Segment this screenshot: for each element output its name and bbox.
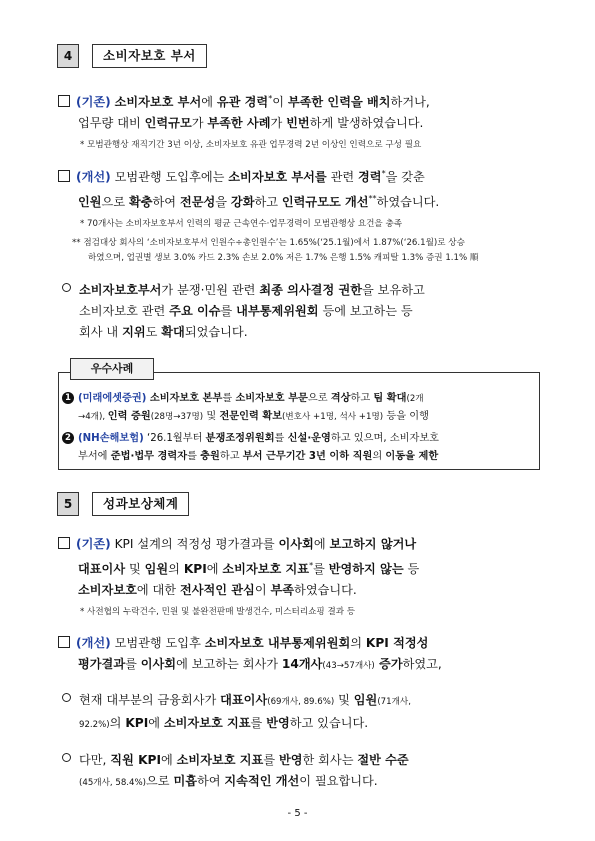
paragraph-existing: (기존) 소비자보호 부서에 유관 경력*이 부족한 인력을 배치하거나, 업무량 대비 인력규모가 부족한 사례가 빈번하게 발생하였습니다. (58, 88, 548, 134)
circle-bullet-icon (62, 753, 71, 762)
section-title: 성과보상체계 (92, 492, 189, 516)
best-practice-tag: 우수사례 (70, 358, 154, 380)
square-bullet-icon (58, 170, 70, 182)
paragraph-circle: 현재 대부분의 금융회사가 대표이사(69개사, 89.6%) 및 임원(71개사, 92.2%)의 KPI에 소비자보호 지표를 반영하고 있습니다. (62, 690, 548, 736)
square-bullet-icon (58, 636, 70, 648)
number-badge-icon: 1 (62, 392, 74, 404)
paragraph-improved: (개선) 모범관행 도입후에는 소비자보호 부서를 관련 경력*을 갖춘 인원으로 확충하여 전문성을 강화하고 인력규모도 개선**하였습니다. (58, 163, 548, 213)
square-bullet-icon (58, 537, 70, 549)
circle-bullet-icon (62, 283, 71, 292)
section-number: 4 (57, 44, 79, 68)
paragraph-circle: 소비자보호부서가 분쟁·민원 관련 최종 의사결정 권한을 보유하고 소비자보호 관련 주요 이슈를 내부통제위원회 등에 보고하는 등 회사 내 지위도 확대되었습니다. (62, 280, 548, 343)
footnote: ** 점검대상 회사의 ‘소비자보호부서 인원수÷총인원수’는 1.65%(‘25.1월)에서 1.87%(‘26.1월)로 상승 (72, 238, 465, 248)
best-practice-case-1: 1 (미래에셋증권) 소비자보호 본부를 소비자보호 부문으로 격상하고 팀 확대(2개 →4개), 인력 증원(28명→37명) 및 전문인력 확보(변호사 +1명, 석사 +1명) 등을 이행 (62, 390, 534, 426)
footnote: 하였으며, 업권별 생보 3.0% 카드 2.3% 손보 2.0% 저은 1.7% 은행 1.5% 캐피탈 1.3% 증권 1.1% 順 (88, 253, 479, 263)
section-title: 소비자보호 부서 (92, 44, 207, 68)
footnote: * 사전협의 누락건수, 민원 및 불완전판매 발생건수, 미스터리쇼핑 결과 등 (80, 607, 356, 617)
best-practice-case-2: 2 (NH손해보험) ‘26.1월부터 분쟁조정위원회를 신설·운영하고 있으며, 소비자보호 부서에 준법·법무 경력자를 충원하고 부서 근무기간 3년 이하 직원의 이동을 제한 (62, 430, 534, 466)
paragraph-circle: 다만, 직원 KPI에 소비자보호 지표를 반영한 회사는 절반 수준 (45개사, 58.4%)으로 미흡하여 지속적인 개선이 필요합니다. (62, 750, 548, 794)
paragraph-improved: (개선) 모범관행 도입후 소비자보호 내부통제위원회의 KPI 적정성 평가결과를 이사회에 보고하는 회사가 14개사(43→57개사) 증가하였고, (58, 633, 548, 677)
page-number: - 5 - (287, 808, 308, 819)
section-number: 5 (57, 492, 79, 516)
footnote: * 70개사는 소비자보호부서 인력의 평균 근속연수·업무경력이 모범관행상 요건을 충족 (80, 219, 403, 229)
number-badge-icon: 2 (62, 432, 74, 444)
footnote: * 모범관행상 재직기간 3년 이상, 소비자보호 유관 업무경력 2년 이상인 인력으로 구성 필요 (80, 140, 422, 150)
circle-bullet-icon (62, 693, 71, 702)
paragraph-existing: (기존) KPI 설계의 적정성 평가결과를 이사회에 보고하지 않거나 대표이사 및 임원의 KPI에 소비자보호 지표*를 반영하지 않는 등 소비자보호에 대한 전사적인 관심이 부족하였습니다. (58, 534, 548, 601)
square-bullet-icon (58, 95, 70, 107)
